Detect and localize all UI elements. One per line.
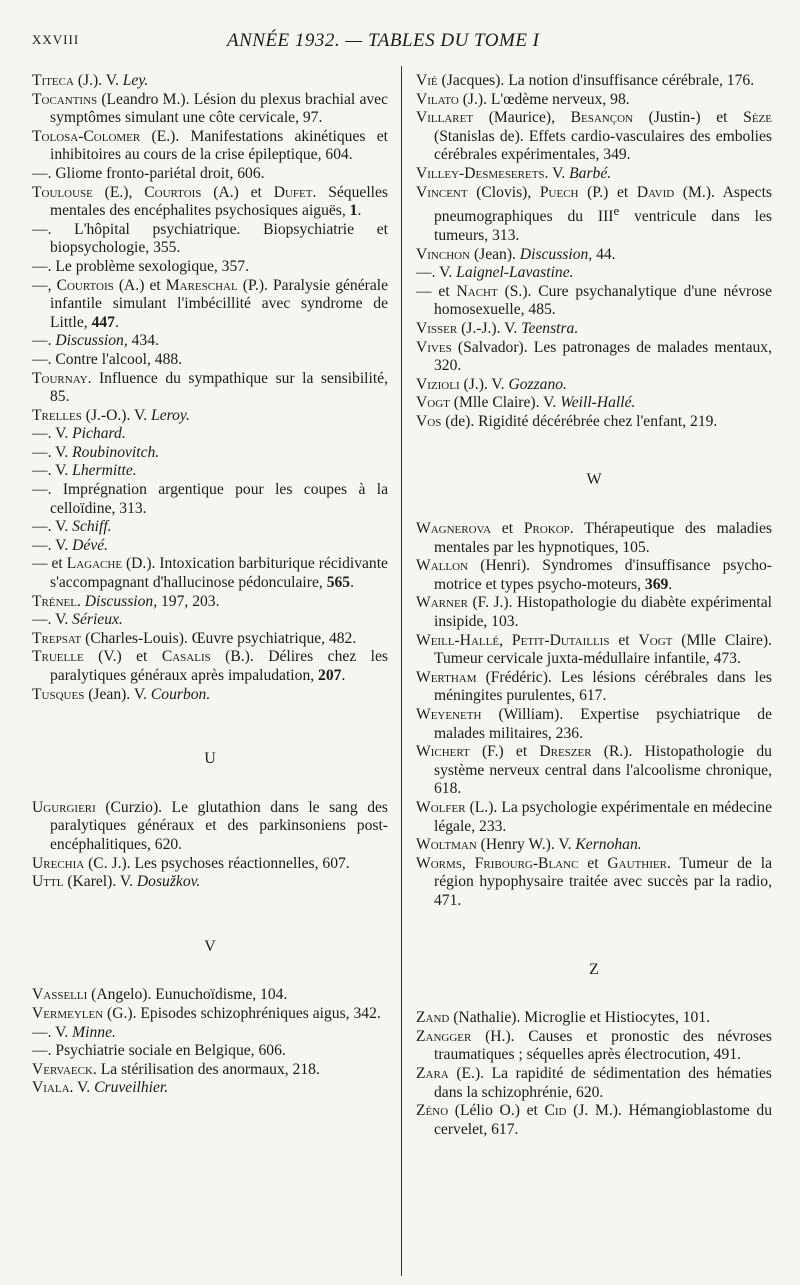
index-entry: Worms, Fribourg-Blanc et Gauthier. Tumeur de la région hypophysaire traitée avec succès par la radio, 471. [416, 854, 772, 909]
index-entry: Zéno (Lélio O.) et Cid (J. M.). Hémangioblastome du cervelet, 617. [416, 1102, 772, 1138]
index-entry: Titeca (J.). V. Ley. [32, 72, 149, 89]
index-entry: Warner (F. J.). Histopathologie du diabète expérimental insipide, 103. [416, 594, 772, 631]
column-divider [401, 66, 402, 1276]
right-column [416, 72, 772, 1139]
index-entry: Wagnerova et Prokop. Thérapeutique des maladies mentales par les hypnotiques, 105. [416, 520, 772, 556]
index-entry: Vinchon (Jean). Discussion, 44. [416, 245, 616, 263]
index-entry: — et Nacht (S.). Cure psychanalytique d'une névrose homosexuelle, 485. [416, 282, 772, 319]
index-entry: Urechia (C. J.). Les psychoses réactionnelles, 607. [32, 854, 350, 872]
index-entry: Villey-Desmeserets. V. Barbé. [416, 164, 612, 182]
section-letter-u: U [204, 750, 216, 768]
index-entry: Vizioli (J.). V. Gozzano. [416, 375, 567, 393]
index-entry: —. Le problème sexologique, 357. [32, 257, 249, 275]
index-entry: Vervaeck. La stérilisation des anormaux, 218. [32, 1060, 320, 1078]
index-entry: Wolfer (L.). La psychologie expérimentale en médecine légale, 233. [416, 798, 772, 835]
index-entry: Zangger (H.). Causes et pronostic des névroses traumatiques ; séquelles après électrocution, 491. [416, 1027, 772, 1064]
index-entry: —. V. Sérieux. [32, 611, 123, 629]
index-entry: Trepsat (Charles-Louis). Œuvre psychiatrique, 482. [32, 629, 357, 647]
index-entry: —. Imprégnation argentique pour les coupes à la celloïdine, 313. [32, 481, 388, 517]
running-title: ANNÉE 1932. — TABLES DU TOME I [227, 30, 540, 51]
index-entry: Vos (de). Rigidité décérébrée chez l'enfant, 219. [416, 412, 718, 430]
index-entry: —. V. Pichard. [32, 425, 126, 443]
index-entry: Toulouse (E.), Courtois (A.) et Dufet. Séquelles mentales des encéphalites psychosiques aiguës, 1. [32, 183, 388, 220]
page-header [32, 30, 780, 56]
index-entry: —. Gliome fronto-pariétal droit, 606. [32, 164, 265, 182]
index-entry: —. Discussion, 434. [32, 332, 159, 350]
index-entry: Vogt (Mlle Claire). V. Weill-Hallé. [416, 394, 636, 412]
index-entry: Viala. V. Cruveilhier. [32, 1079, 169, 1097]
index-entry: Vilato (J.). L'œdème nerveux, 98. [416, 90, 630, 108]
index-entry: Tournay. Influence du sympathique sur la sensibilité, 85. [32, 369, 388, 406]
index-entry: —. V. Laignel-Lavastine. [416, 264, 574, 282]
index-entry: Visser (J.-J.). V. Teenstra. [416, 319, 579, 337]
index-entry: Vermeylen (G.). Episodes schizophréniques aigus, 342. [32, 1004, 381, 1022]
index-entry: Tocantins (Leandro M.). Lésion du plexus brachial avec symptômes simulant une côte cervicale, 97. [32, 90, 388, 127]
index-entry: — et Lagache (D.). Intoxication barbiturique récidivante s'accompagnant d'hallucinose pédonculaire, 565. [32, 555, 388, 592]
index-entry: —. V. Minne. [32, 1023, 116, 1041]
index-entry: Wertham (Frédéric). Les lésions cérébrales dans les méningites purulentes, 617. [416, 668, 772, 705]
index-entry: —. V. Dévé. [32, 536, 109, 554]
index-entry: Villaret (Maurice), Besançon (Justin-) et Sèze (Stanislas de). Effets cardio-vasculaires des embolies cérébrales expérimentales, 349. [416, 109, 772, 164]
index-entry: Vié (Jacques). La notion d'insuffisance cérébrale, 176. [416, 72, 755, 89]
index-entry: Uttl (Karel). V. Dosužkov. [32, 873, 201, 891]
index-entry: Woltman (Henry W.). V. Kernohan. [416, 836, 642, 854]
index-entry: —. Psychiatrie sociale en Belgique, 606. [32, 1042, 286, 1060]
section-letter-z: Z [589, 960, 599, 978]
index-entry: Zand (Nathalie). Microglie et Histiocytes, 101. [416, 1009, 711, 1027]
index-entry: —. V. Roubinovitch. [32, 443, 160, 461]
index-entry: —, Courtois (A.) et Mareschal (P.). Paralysie générale infantile simulant l'imbécillité avec syndrome de Little, 447. [32, 276, 388, 331]
index-entry: Zara (E.). La rapidité de sédimentation des hématies dans la schizophrénie, 620. [416, 1064, 772, 1101]
index-entry: Vincent (Clovis), Puech (P.) et David (M.). Aspects pneumographiques du IIIe ventricule dans les tumeurs, 313. [416, 183, 772, 244]
index-entry: Weyeneth (William). Expertise psychiatrique de malades militaires, 236. [416, 706, 772, 742]
index-entry: Wichert (F.) et Dreszer (R.). Histopathologie du système nerveux central dans l'alcoolisme chronique, 618. [416, 743, 772, 798]
left-column [32, 72, 388, 1098]
index-entry: Vasselli (Angelo). Eunuchoïdisme, 104. [32, 986, 288, 1004]
index-entry: Truelle (V.) et Casalis (B.). Délires chez les paralytiques généraux après impaludation, 207. [32, 648, 389, 684]
index-entry: Ugurgieri (Curzio). Le glutathion dans le sang des paralytiques généraux et des parkinsoniens post-encéphalitiques, 620. [32, 798, 388, 853]
index-entry: Trelles (J.-O.). V. Leroy. [32, 406, 190, 424]
index-entry: Tusques (Jean). V. Courbon. [32, 685, 211, 703]
index-entry: Tolosa-Colomer (E.). Manifestations akinétiques et inhibitoires au cours de la crise épileptique, 604. [32, 127, 388, 164]
section-letter-v: V [204, 937, 216, 955]
index-entry: Vives (Salvador). Les patronages de malades mentaux, 320. [416, 338, 772, 375]
index-entry: —. L'hôpital psychiatrique. Biopsychiatrie et biopsychologie, 355. [32, 220, 388, 257]
page-number: XXVIII [32, 32, 80, 47]
index-entry: —. Contre l'alcool, 488. [32, 350, 183, 368]
index-entry: —. V. Schiff. [32, 518, 112, 536]
index-entry: Wallon (Henri). Syndromes d'insuffisance psycho-motrice et types psycho-moteurs, 369. [416, 557, 772, 593]
index-entry: Weill-Hallé, Petit-Dutaillis et Vogt (Mlle Claire). Tumeur cervicale juxta-médullaire infantile, 473. [416, 631, 773, 668]
index-entry: Trénel. Discussion, 197, 203. [32, 592, 220, 610]
section-letter-w: W [586, 471, 602, 489]
index-entry: —. V. Lhermitte. [32, 462, 137, 480]
